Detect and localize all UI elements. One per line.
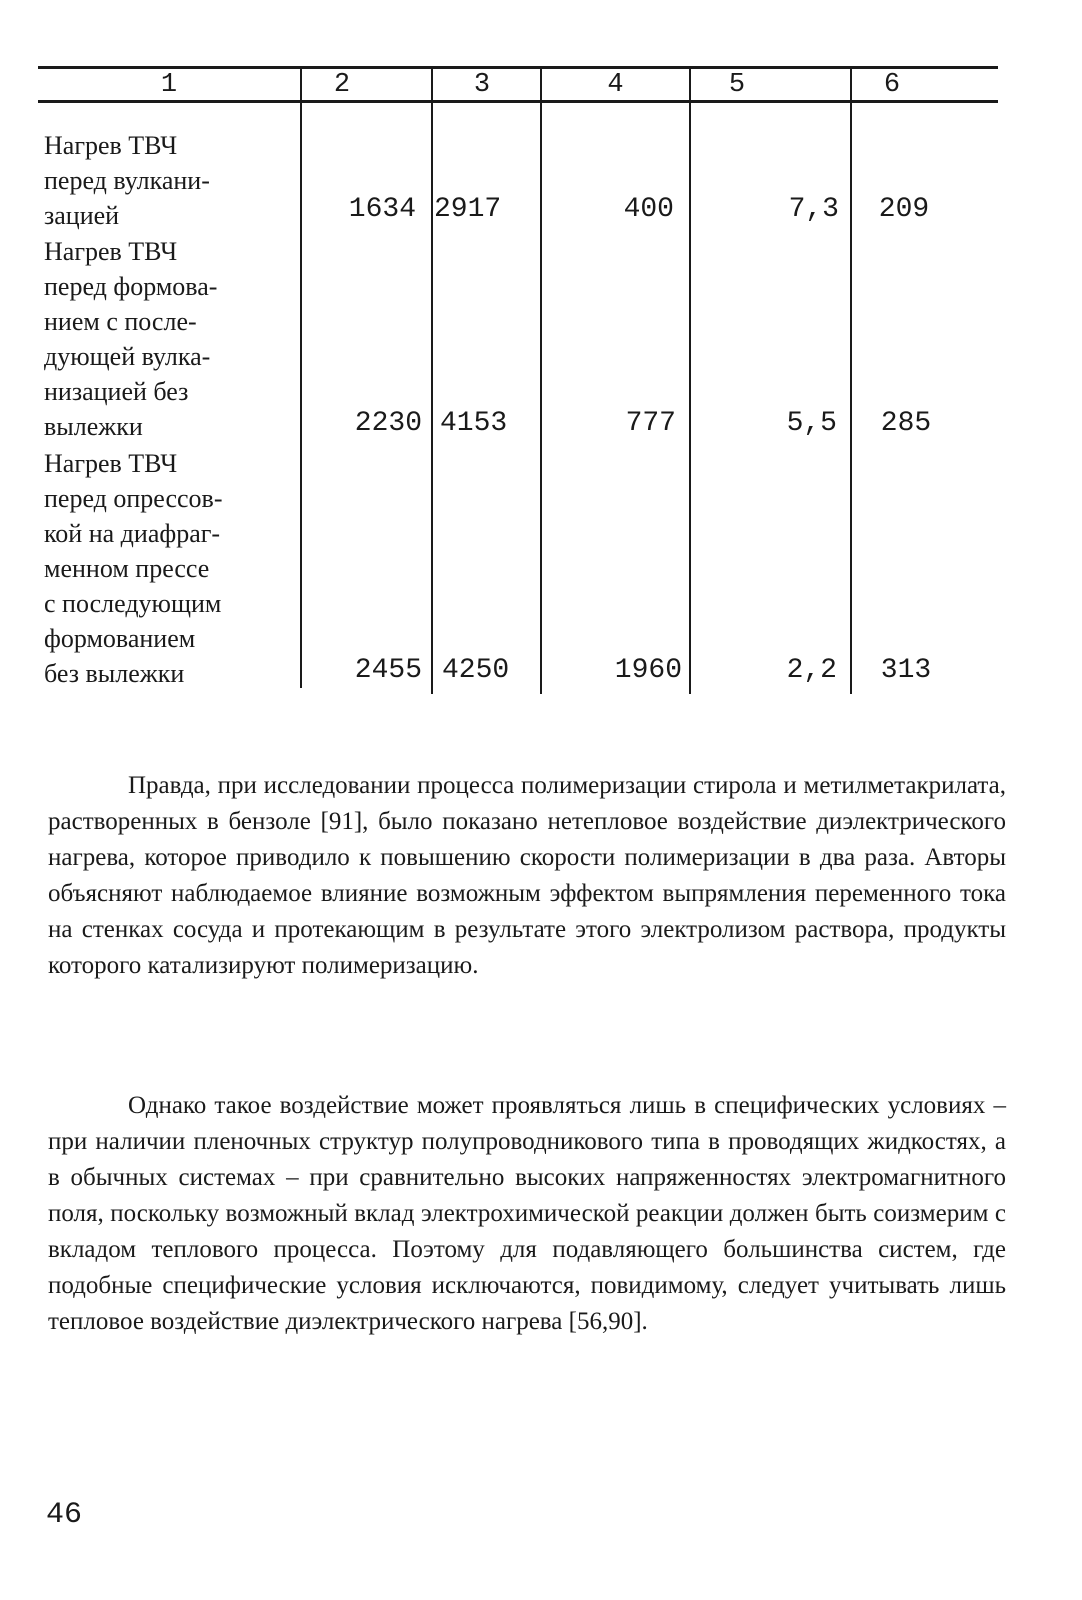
table-cell: 1634 [348,194,416,225]
table-cell: 2455 [354,655,422,686]
column-header-2: 2 [333,70,351,100]
column-divider [431,66,433,694]
column-header-1: 1 [160,70,178,100]
table-cell: 1960 [614,655,682,686]
table-top-rule [38,66,998,69]
row-label: Нагрев ТВЧ перед опрессов- кой на диафраг- менном прессе с последующим формованием без вылежки [44,449,223,688]
table-cell: 2230 [354,408,422,439]
data-table [38,66,998,702]
column-divider [540,66,542,694]
body-paragraph-2 [48,1088,1006,1340]
table-cell: 285 [880,408,932,439]
page-number: 46 [46,1498,83,1532]
column-divider [300,66,302,688]
row-label: Нагрев ТВЧ перед формова- нием с после- дующей вулка- низацией без вылежки [44,237,218,441]
paragraph-text: Правда, при исследовании процесса полимеризации стирола и метилметакрилата, растворенных в бензоле [91], было показано нетепловое воздействие диэлектрического нагрева, которое приводило к повышению скорости полимеризации в два раза. Авторы объясняют наблюдаемое влияние возможным эффектом выпрямления переменного тока на стенках сосуда и протекающим в результате этого электролизом раствора, продукты которого катализируют полимеризацию. [48,772,1006,979]
table-cell: 4153 [440,408,508,439]
row-label: Нагрев ТВЧ перед вулкани- зацией [44,131,210,230]
table-cell: 209 [878,194,930,225]
column-header-3: 3 [473,70,491,100]
table-cell: 400 [623,194,674,225]
table-cell: 7,3 [788,194,839,225]
table-cell: 313 [880,655,932,686]
column-header-5: 5 [728,70,746,100]
column-header-6: 6 [883,70,901,100]
table-cell: 2917 [434,194,502,225]
column-divider [850,66,852,694]
column-header-4: 4 [607,70,624,100]
body-paragraph-1 [48,768,1006,984]
table-cell: 5,5 [786,408,837,439]
paragraph-text: Однако такое воздействие может проявляться лишь в специфических условиях – при наличии пленочных структур полупроводникового типа в проводящих жидкостях, а в обычных системах – при сравнительно высоких напряженностях электромагнитного поля, поскольку возможный вклад электрохимической реакции должен быть соизмерим с вкладом теплового процесса. Поэтому для подавляющего большинства систем, где подобные специфические условия исключаются, повидимому, следует учитывать лишь тепловое воздействие диэлектрического нагрева [56,90]. [48,1092,1006,1335]
table-cell: 777 [625,408,676,439]
table-header-rule [38,100,998,103]
table-cell: 2,2 [786,655,837,686]
table-cell: 4250 [442,655,510,686]
column-divider [689,66,691,694]
